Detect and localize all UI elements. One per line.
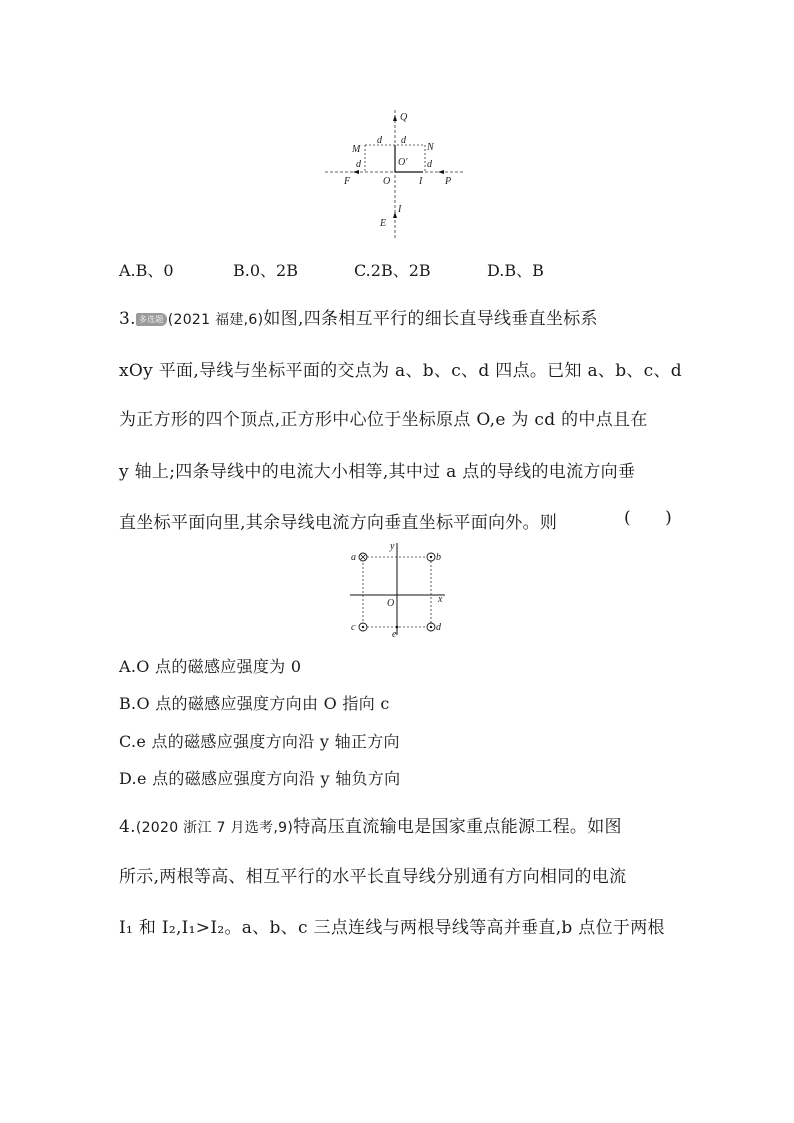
q2-option-d: D.B、B: [487, 261, 544, 280]
q3-option-c: C.e 点的磁感应强度方向沿 y 轴正方向: [119, 732, 400, 751]
q4-line-3: I₁ 和 I₂,I₁>I₂。a、b、c 三点连线与两根导线等高并垂直,b 点位于两根: [119, 918, 665, 938]
label-d-right: d: [427, 159, 432, 170]
label-d: d: [436, 622, 441, 633]
q3-line-2: xOy 平面,导线与坐标平面的交点为 a、b、c、d 四点。已知 a、b、c、d: [119, 361, 682, 381]
wire-b-dot: [430, 556, 432, 558]
wire-d-dot: [430, 626, 432, 628]
q4-text-1: 特高压直流输电是国家重点能源工程。如图: [293, 817, 622, 837]
q2-option-b: B.0、2B: [233, 261, 298, 280]
q3-line-1: [119, 304, 598, 329]
figure-wire-diagram: [320, 105, 470, 245]
label-O: O: [383, 176, 391, 187]
label-x: x: [438, 594, 443, 605]
label-N: N: [427, 142, 434, 153]
label-O-prime: O′: [398, 157, 408, 168]
q3-option-b: B.O 点的磁感应强度方向由 O 指向 c: [119, 694, 390, 713]
label-b: b: [436, 552, 441, 563]
multi-choice-tag: 多选题: [136, 313, 167, 326]
wire-c-dot: [362, 626, 364, 628]
point-e: [396, 626, 399, 629]
q3-text-5: 直坐标平面向里,其余导线电流方向垂直坐标平面向外。则: [119, 513, 558, 533]
label-y: y: [390, 541, 395, 552]
q3-line-3: 为正方形的四个顶点,正方形中心位于坐标原点 O,e 为 cd 的中点且在: [119, 410, 648, 430]
q3-text-1: 如图,四条相互平行的细长直导线垂直坐标系: [263, 309, 598, 329]
q3-option-d: D.e 点的磁感应强度方向沿 y 轴负方向: [119, 769, 401, 788]
arrow-left-p-icon: [438, 170, 444, 174]
arrow-up-e-icon: [393, 212, 397, 218]
answer-bracket: ( ): [624, 508, 673, 528]
q2-option-c: C.2B、2B: [354, 261, 431, 280]
label-P: P: [445, 176, 452, 187]
label-F: F: [344, 176, 351, 187]
arrow-left-icon: [353, 170, 359, 174]
q4-line-2: 所示,两根等高、相互平行的水平长直导线分别通有方向相同的电流: [119, 867, 627, 887]
q3-number: 3.: [119, 309, 136, 329]
label-O: O: [387, 598, 395, 609]
q4-source: (2020 浙江 7 月选考,9): [135, 820, 294, 836]
label-c: c: [351, 622, 356, 633]
q3-option-a: A.O 点的磁感应强度为 0: [119, 657, 302, 676]
q4-line-1: [119, 812, 622, 837]
label-I-left: I: [419, 176, 423, 187]
label-M: M: [352, 144, 361, 155]
label-d-top-right: d: [401, 135, 406, 146]
q4-number: 4.: [119, 817, 136, 837]
label-E: E: [380, 218, 387, 229]
q3-line-5: [119, 508, 673, 533]
arrow-up-icon: [393, 115, 397, 121]
label-e: e: [392, 629, 397, 640]
label-Q: Q: [400, 112, 408, 123]
label-d-left: d: [356, 159, 361, 170]
q2-option-a: A.B、0: [119, 261, 174, 280]
figure-square-wires: [345, 540, 450, 640]
label-d-top-left: d: [377, 135, 382, 146]
label-a: a: [351, 552, 356, 563]
label-I-bottom: I: [398, 204, 402, 215]
q3-source: (2021 福建,6): [167, 312, 264, 328]
q3-line-4: y 轴上;四条导线中的电流大小相等,其中过 a 点的导线的电流方向垂: [119, 462, 636, 482]
